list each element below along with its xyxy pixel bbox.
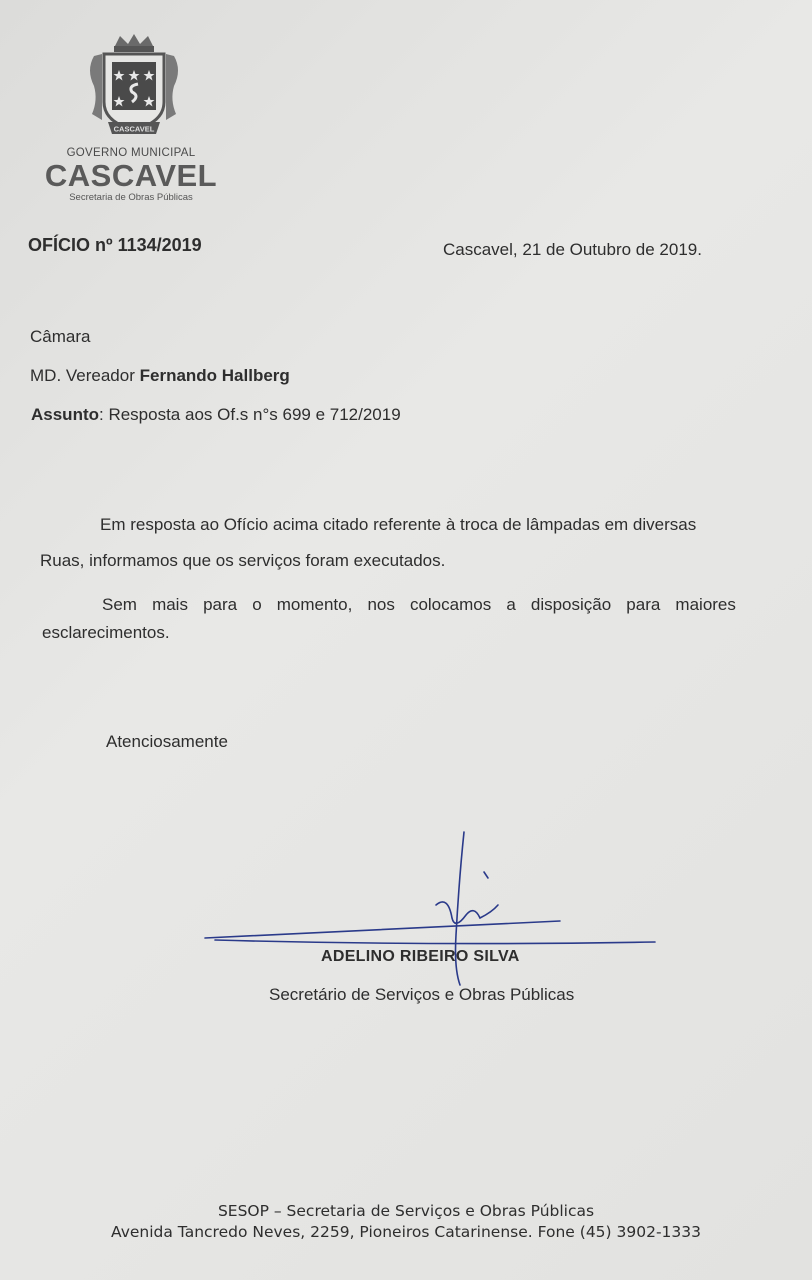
footer-line2: Avenida Tancredo Neves, 2259, Pioneiros Catarinense. Fone (45) 3902-1333 — [111, 1223, 701, 1241]
org-top-label: GOVERNO MUNICIPAL — [66, 147, 196, 159]
body-paragraph2-line2: esclarecimentos. — [42, 623, 170, 642]
paragraph2-word: mais — [152, 595, 188, 614]
closing: Atenciosamente — [106, 732, 228, 751]
crest-banner-text: CASCAVEL — [113, 124, 155, 134]
org-name: CASCAVEL — [44, 158, 218, 193]
paragraph2-word: disposição — [530, 595, 612, 614]
paragraph2-word: para — [203, 595, 238, 614]
recipient-name: Fernando Hallberg — [139, 366, 290, 385]
signatory-role: Secretário de Serviços e Obras Públicas — [269, 985, 575, 1004]
paragraph2-word: nos — [367, 595, 395, 614]
subject-label: Assunto — [31, 405, 99, 424]
paragraph2-word: a — [506, 595, 516, 614]
recipient-title: MD. Vereador — [30, 366, 140, 385]
paragraph2-word: momento, — [276, 595, 353, 614]
paragraph2-word: maiores — [675, 595, 736, 614]
recipient-line1: Câmara — [30, 327, 91, 346]
org-department: Secretaria de Obras Públicas — [69, 192, 193, 203]
document-reference: OFÍCIO nº 1134/2019 — [28, 235, 202, 255]
subject-text: : Resposta aos Of.s n°s 699 e 712/2019 — [99, 405, 401, 424]
paragraph2-word: o — [252, 595, 262, 614]
body-paragraph1-line2: Ruas, informamos que os serviços foram executados. — [40, 551, 446, 570]
body-paragraph1-line1: Em resposta ao Ofício acima citado referente à troca de lâmpadas em diversas — [100, 515, 697, 534]
paragraph2-word: Sem — [102, 595, 137, 614]
paragraph2-word: colocamos — [409, 595, 492, 614]
signatory-name: ADELINO RIBEIRO SILVA — [321, 948, 520, 965]
place-date: Cascavel, 21 de Outubro de 2019. — [443, 240, 702, 259]
footer-line1: SESOP – Secretaria de Serviços e Obras Públicas — [217, 1202, 595, 1220]
paragraph2-word: para — [626, 595, 661, 614]
